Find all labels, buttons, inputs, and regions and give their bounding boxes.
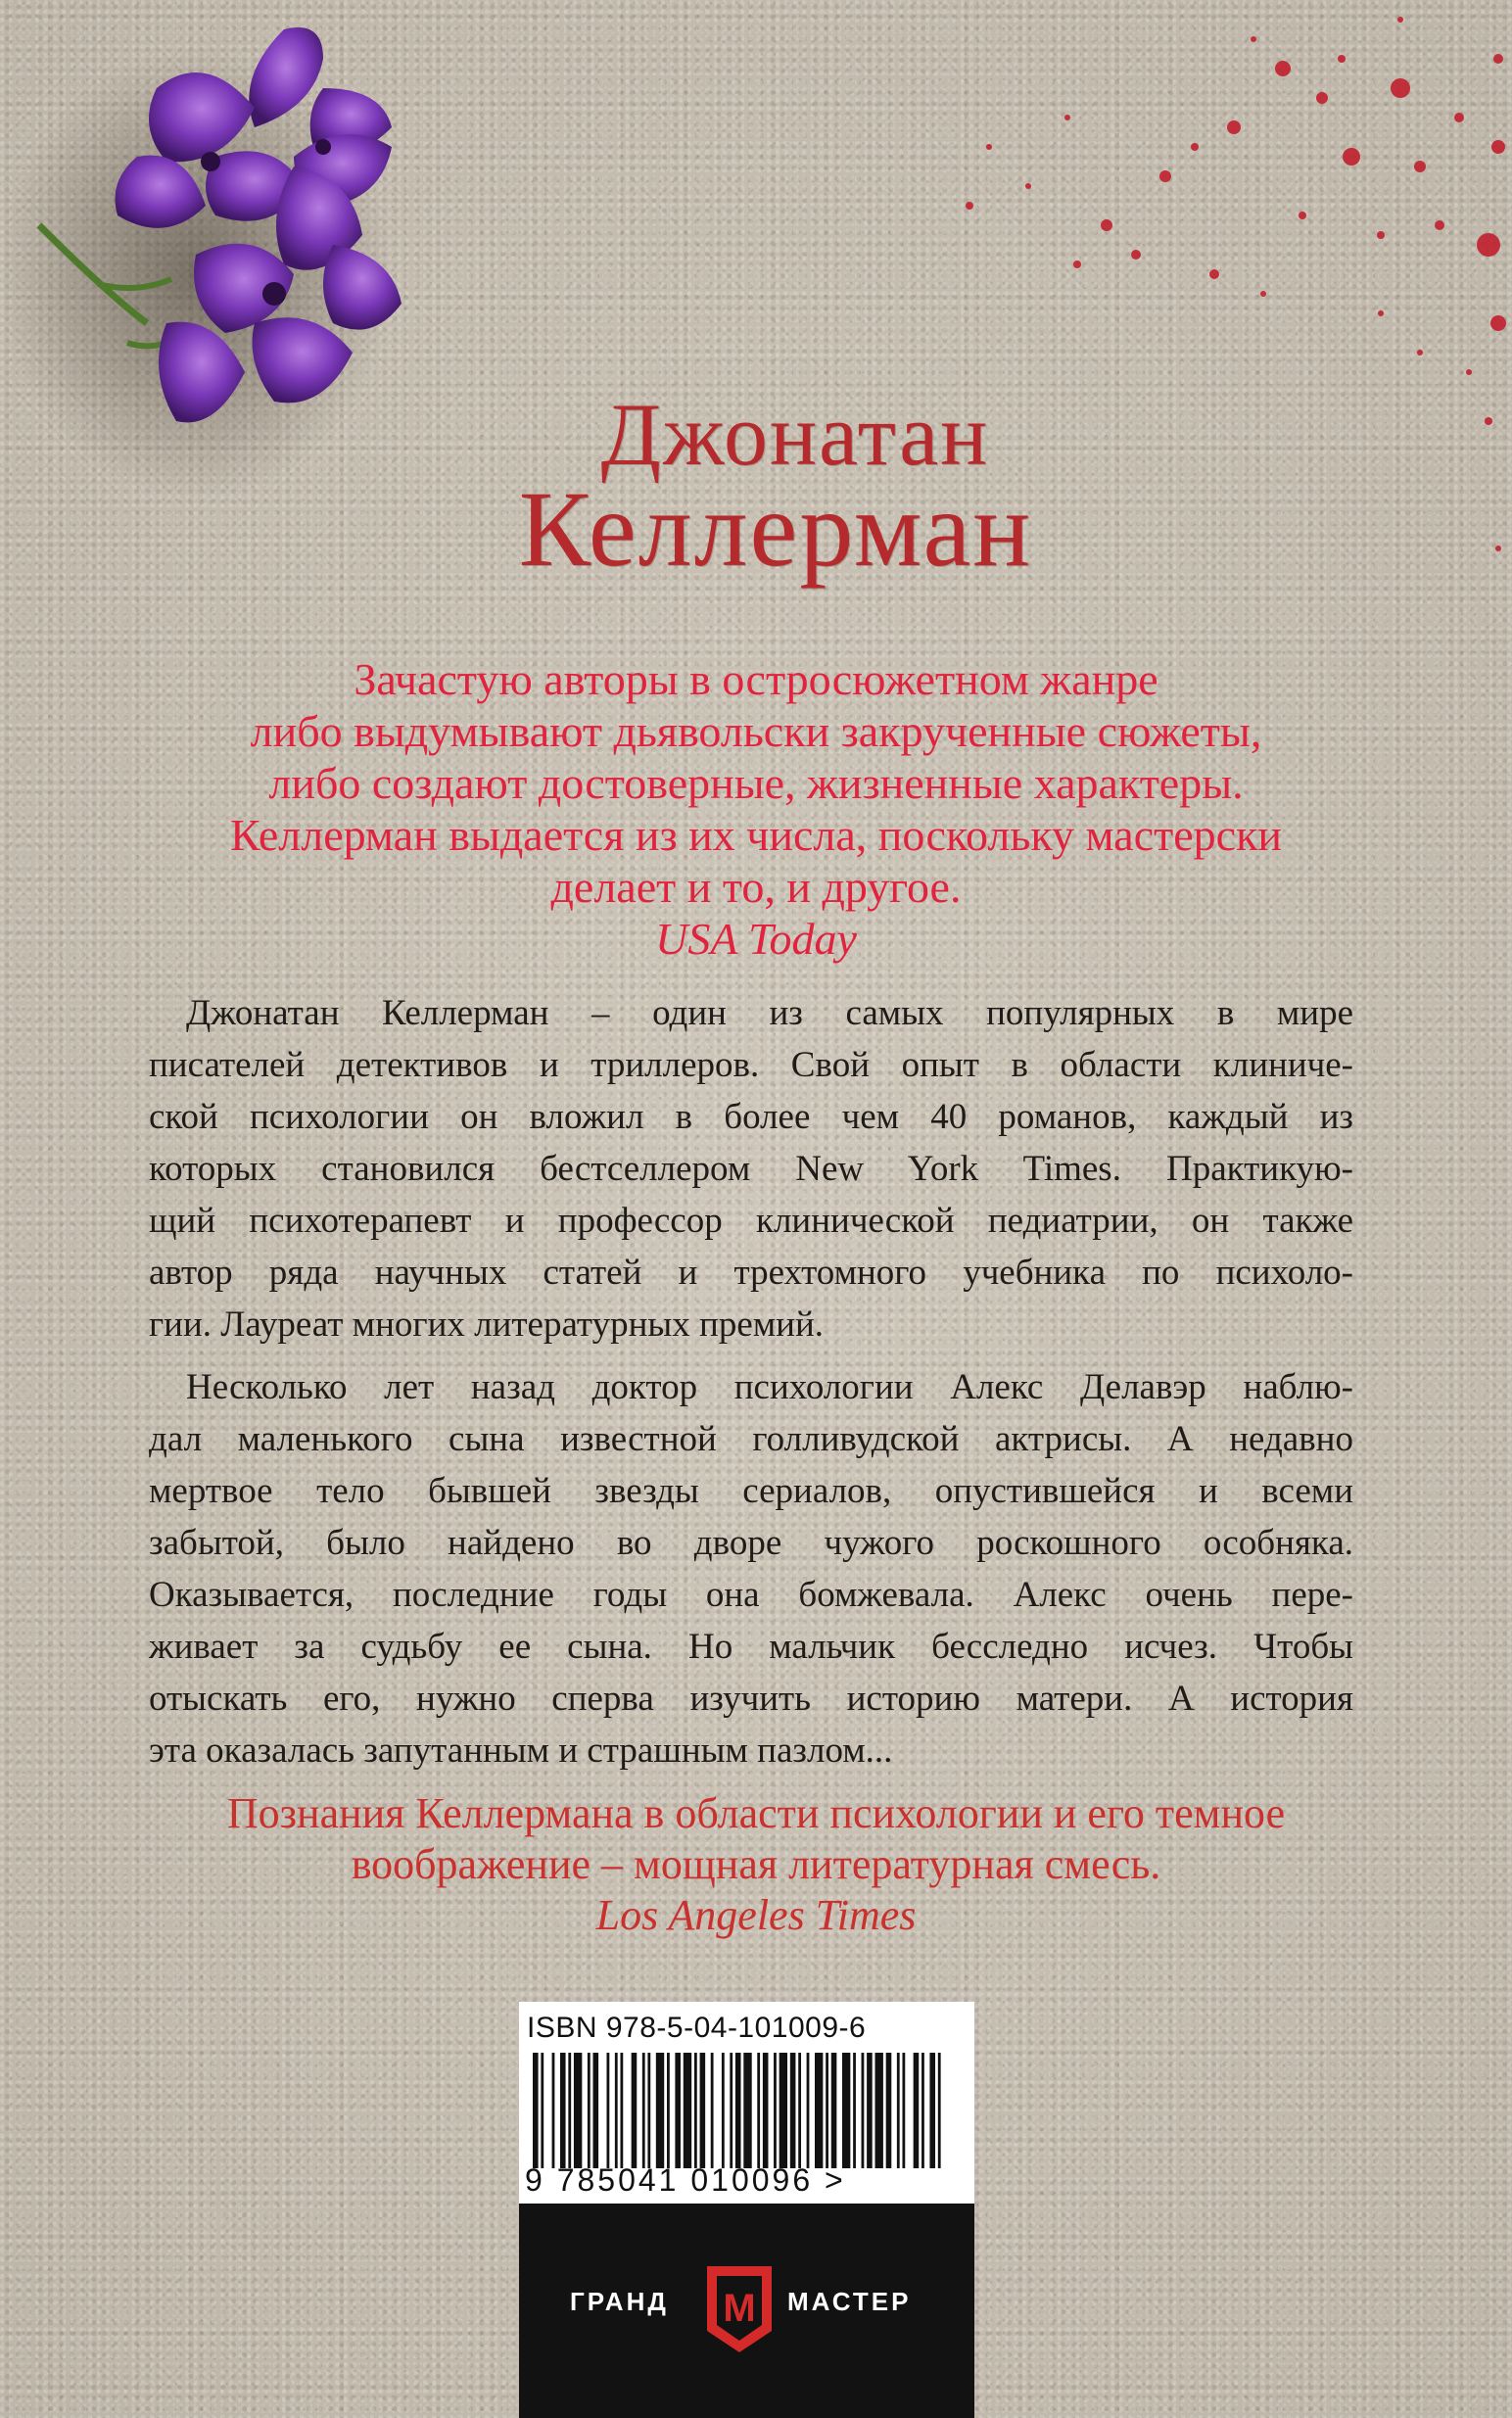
barcode-bar xyxy=(826,2053,828,2168)
barcode-digits: 9 785041 010096 > xyxy=(525,2162,846,2198)
barcode-bar xyxy=(552,2053,555,2168)
paragraph-line: писателей детективов и триллеров. Свой опыт в области клиниче- xyxy=(149,1045,1353,1085)
barcode-bar xyxy=(790,2053,796,2168)
quote-line: либо выдумывают дьявольски закрученные сюжеты, xyxy=(250,706,1262,756)
paragraph-line: Несколько лет назад доктор психологии Алекс Делавэр наблю- xyxy=(186,1367,1353,1407)
barcode-bar xyxy=(700,2053,706,2168)
paragraph-line: ской психологии он вложил в более чем 40 романов, каждый из xyxy=(149,1097,1353,1137)
barcode-bar xyxy=(667,2053,670,2168)
barcode-bar xyxy=(694,2053,697,2168)
barcode-bar xyxy=(647,2053,650,2168)
barcode-bar xyxy=(533,2053,539,2168)
paragraph-line: отыскать его, нужно сперва изучить историю матери. А история xyxy=(149,1679,1353,1719)
barcode-bar xyxy=(730,2053,732,2168)
barcode-bar xyxy=(593,2053,599,2168)
author-last-name: Келлерман xyxy=(518,469,1033,589)
barcode-bar xyxy=(620,2053,623,2168)
paragraph-line: забытой, было найдено во дворе чужого роскошного особняка. xyxy=(149,1523,1353,1563)
barcode-bar xyxy=(642,2053,645,2168)
barcode-bar xyxy=(632,2053,638,2168)
paragraph-line: эта оказалась запутанным и страшным пазлом... xyxy=(149,1731,893,1771)
barcode-bar xyxy=(588,2053,591,2168)
publisher-logo-letter: M xyxy=(723,2287,756,2330)
paragraph-line: которых становился бестселлером New York Times. Практикую- xyxy=(149,1149,1353,1189)
barcode-bar xyxy=(853,2053,856,2168)
quote-line: Зачастую авторы в остросюжетном жанре xyxy=(354,654,1158,704)
barcode-bar xyxy=(886,2053,892,2168)
barcode-bar xyxy=(875,2053,883,2168)
paragraph-line: дал маленького сына известной голливудской актрисы. А недавно xyxy=(149,1419,1353,1459)
quote-line: либо создают достоверные, жизненные характеры. xyxy=(268,758,1244,808)
barcode-bar xyxy=(938,2053,941,2168)
barcode-bar xyxy=(656,2053,664,2168)
barcode-bar xyxy=(897,2053,900,2168)
barcode-bar xyxy=(862,2053,865,2168)
isbn-label: ISBN 978-5-04-101009-6 xyxy=(527,2012,867,2044)
barcode-bar xyxy=(722,2053,725,2168)
usa-today-quote xyxy=(0,653,1512,965)
barcode-bar xyxy=(606,2053,609,2168)
barcode-bar xyxy=(574,2053,582,2168)
barcode-bar xyxy=(711,2053,714,2168)
quote-line: воображение – мощная литературная смесь. xyxy=(351,1840,1161,1888)
synopsis-paragraph xyxy=(149,1361,1353,1777)
barcode-bar xyxy=(743,2053,751,2168)
barcode-bar xyxy=(684,2053,691,2168)
quote-line: делает и то, и другое. xyxy=(550,862,962,912)
paragraph-line: живает за судьбу ее сына. Но мальчик бесследно исчез. Чтобы xyxy=(149,1627,1353,1667)
barcode-bar xyxy=(798,2053,801,2168)
barcode-bar xyxy=(921,2053,924,2168)
barcode-bar xyxy=(560,2053,566,2168)
barcode-bar xyxy=(541,2053,543,2168)
barcode-bar xyxy=(615,2053,618,2168)
paragraph-line: Джонатан Келлерман – один из самых популярных в мире xyxy=(186,993,1353,1033)
quote-source: Los Angeles Times xyxy=(595,1891,917,1939)
quote-line: Келлерман выдается из их числа, поскольку мастерски xyxy=(229,810,1283,860)
paragraph-line: щий психотерапевт и профессор клинической педиатрии, он также xyxy=(149,1201,1353,1241)
publisher-panel xyxy=(519,2204,974,2418)
barcode-bar xyxy=(763,2053,769,2168)
barcode-bar xyxy=(867,2053,873,2168)
paragraph-line: мертвое тело бывшей звезды сериалов, опустившейся и всеми xyxy=(149,1471,1353,1511)
barcode-bar xyxy=(568,2053,571,2168)
barcode-bar xyxy=(780,2053,787,2168)
quote-source: USA Today xyxy=(655,914,857,964)
barcode-bar xyxy=(914,2053,920,2168)
barcode-bar xyxy=(831,2053,837,2168)
paragraph-line: Оказывается, последние годы она бомжевала. Алекс очень пере- xyxy=(149,1575,1353,1615)
barcode-bar xyxy=(774,2053,777,2168)
author-first-name: Джонатан xyxy=(600,387,990,484)
paragraph-line: автор ряда научных статей и трехтомного учебника по психоло- xyxy=(149,1253,1353,1293)
barcode-bar xyxy=(929,2053,935,2168)
publisher-name-right: МАСТЕР xyxy=(787,2287,912,2316)
barcode-bar xyxy=(735,2053,741,2168)
quote-line: Познания Келлермана в области психологии и его темное xyxy=(226,1789,1286,1837)
barcode-bar xyxy=(815,2053,823,2168)
barcode-bar xyxy=(807,2053,810,2168)
barcode-bar xyxy=(842,2053,850,2168)
barcode-bar xyxy=(675,2053,681,2168)
publisher-logo-icon xyxy=(701,2262,778,2356)
paragraph-line: гии. Лауреат многих литературных премий. xyxy=(149,1304,825,1345)
la-times-quote xyxy=(0,1788,1512,1941)
barcode-bar xyxy=(902,2053,905,2168)
barcode-image xyxy=(533,2053,949,2168)
author-bio-paragraph xyxy=(149,987,1353,1351)
isbn-barcode-panel xyxy=(519,2002,974,2204)
barcode-bar xyxy=(757,2053,760,2168)
publisher-name-left: ГРАНД xyxy=(570,2287,669,2316)
